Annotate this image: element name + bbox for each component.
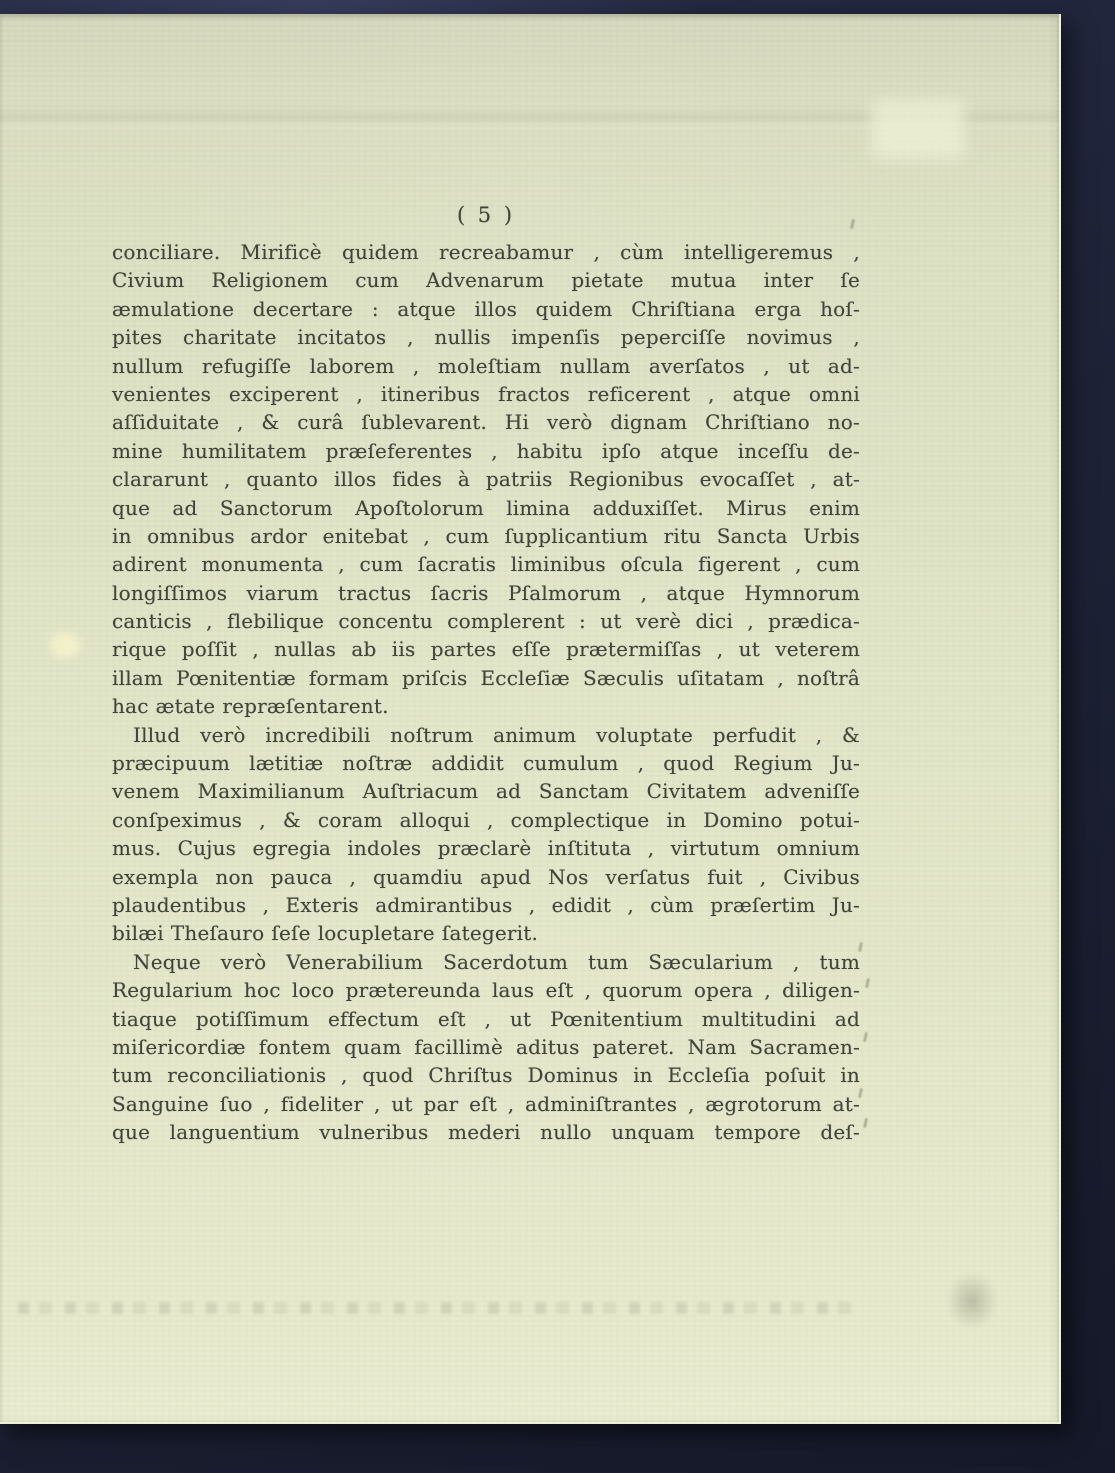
text-line: hac ætate repræſentarent. <box>112 694 389 719</box>
text-line: in omnibus ardor enitebat , cum ſupplicantium ritu Sancta Urbis <box>112 523 860 548</box>
text-line: præcipuum lætitiæ noſtræ addidit cumulum , quod Regium Ju- <box>112 751 860 776</box>
text-line: Regularium hoc loco prætereunda laus eſt , quorum opera , diligen- <box>112 978 860 1003</box>
text-line: Sanguine ſuo , fideliter , ut par eſt , adminiſtrantes , ægrotorum at- <box>112 1091 860 1116</box>
show-through-mark <box>858 1088 863 1098</box>
show-through-mark <box>863 1118 868 1128</box>
text-line: bilæi Theſauro ſeſe locupletare ſategerit. <box>112 921 539 946</box>
paper-smudge <box>946 1272 998 1330</box>
page-paper <box>0 14 1061 1424</box>
text-line: exempla non pauca , quamdiu apud Nos verſatus fuit , Civibus <box>112 864 860 889</box>
text-line: illam Pœnitentiæ formam priſcis Eccleſiæ Sæculis uſitatam , noſtrâ <box>112 665 860 690</box>
page-number: ( 5 ) <box>456 203 516 227</box>
text-line: Civium Religionem cum Advenarum pietate mutua inter ſe <box>112 268 860 293</box>
text-line: nullum refugiſſe laborem , moleſtiam nullam averſatos , ut ad- <box>112 353 860 378</box>
paper-light-patch <box>872 100 964 158</box>
text-line: conciliare. Mirificè quidem recreabamur , cùm intelligeremus , <box>112 240 860 264</box>
text-line: clararunt , quanto illos fides à patriis Regionibus evocaſſet , at- <box>112 467 860 492</box>
text-line: tiaque potiſſimum effectum eſt , ut Pœnitentium multitudini ad <box>112 1006 860 1031</box>
text-line: Illud verò incredibili noſtrum animum voluptate perfudit , & <box>133 722 860 747</box>
text-line: venem Maximilianum Auſtriacum ad Sanctam Civitatem adveniſſe <box>112 779 860 804</box>
paper-spot <box>50 632 80 658</box>
show-through-mark <box>863 1032 868 1042</box>
text-line: que ad Sanctorum Apoſtolorum limina adduxiſſet. Mirus enim <box>112 495 860 520</box>
text-block <box>112 238 860 1147</box>
text-line: conſpeximus , & coram alloqui , complectique in Domino potui- <box>112 807 860 832</box>
text-line: pites charitate incitatos , nullis impenſis peperciſſe novimus , <box>112 325 860 350</box>
text-line: aſſiduitate , & curâ ſublevarent. Hi verò dignam Chriſtiano no- <box>112 410 860 435</box>
text-line: canticis , flebilique concentu complerent : ut verè dici , prædica- <box>112 609 860 634</box>
text-line: que languentium vulneribus mederi nullo unquam tempore deſ- <box>112 1120 860 1145</box>
text-line: adirent monumenta , cum ſacratis liminibus oſcula figerent , cum <box>112 552 860 577</box>
show-through-mark <box>858 942 863 952</box>
text-line: æmulatione decertare : atque illos quidem Chriſtiana erga hoſ- <box>112 296 860 321</box>
text-line: rique poſſit , nullas ab iis partes eſſe prætermiſſas , ut veterem <box>112 637 860 662</box>
text-line: mus. Cujus egregia indoles præclarè inſtituta , virtutum omnium <box>112 836 860 861</box>
text-line: venientes exciperent , itineribus fractos reficerent , atque omni <box>112 381 860 406</box>
show-through-text-line <box>18 1302 852 1314</box>
text-line: longiſſimos viarum tractus ſacris Pſalmorum , atque Hymnorum <box>112 580 860 605</box>
text-line: plaudentibus , Exteris admirantibus , edidit , cùm præſertim Ju- <box>112 892 860 917</box>
show-through-mark <box>865 978 870 988</box>
text-line: mine humilitatem præſeferentes , habitu ipſo atque inceſſu de- <box>112 438 860 463</box>
text-line: miſericordiæ fontem quam facillimè aditus pateret. Nam Sacramen- <box>112 1034 860 1059</box>
text-line: tum reconciliationis , quod Chriſtus Dominus in Eccleſia poſuit in <box>112 1063 860 1088</box>
text-line: Neque verò Venerabilium Sacerdotum tum Sæcularium , tum <box>133 949 860 974</box>
